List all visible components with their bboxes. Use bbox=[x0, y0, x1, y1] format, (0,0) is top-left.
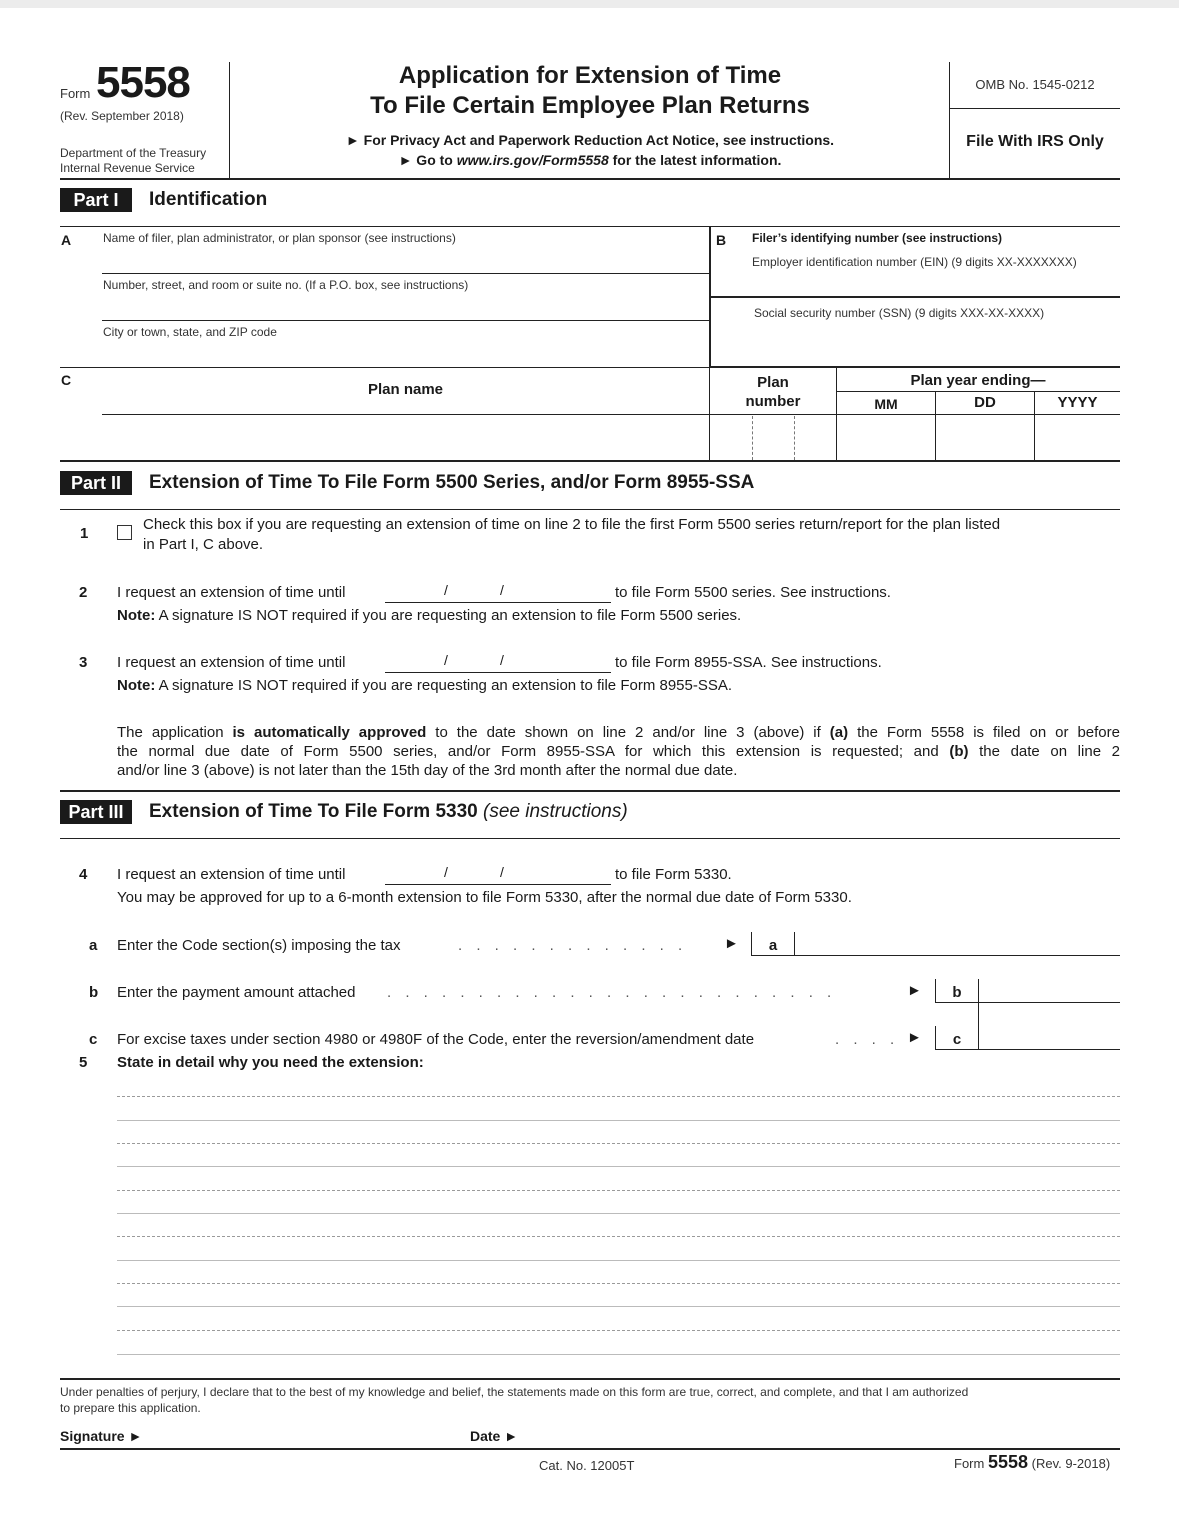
line1-text-a: Check this box if you are requesting an extension of time on line 2 to file the first Form 5500 series return/report for the plan listed bbox=[143, 516, 1001, 533]
line4-sub: You may be approved for up to a 6-month extension to file Form 5330, after the normal due date of Form 5330. bbox=[117, 889, 852, 906]
part2-bottom-rule bbox=[60, 790, 1120, 792]
mm-label: MM bbox=[874, 396, 898, 412]
payment-amount-field[interactable] bbox=[981, 979, 1117, 1001]
line5-text: State in detail why you need the extension: bbox=[117, 1054, 424, 1071]
line3-date-field[interactable] bbox=[385, 650, 611, 673]
part3-title-text: Extension of Time To File Form 5330 bbox=[149, 801, 478, 822]
reason-line bbox=[117, 1190, 1120, 1191]
auto-text-2: to the date shown on line 2 and/or line 3 (above) if bbox=[426, 724, 830, 741]
auto-text-3: the Form 5558 is filed on or before bbox=[848, 724, 1120, 741]
part2-title: Extension of Time To File Form 5500 Series, and/or Form 8955-SSA bbox=[149, 472, 755, 493]
plan-year-yyyy-field[interactable] bbox=[1036, 418, 1119, 458]
line4c-text: For excise taxes under section 4980 or 4980F of the Code, enter the reversion/amendment date bbox=[117, 1031, 755, 1048]
reason-line bbox=[117, 1120, 1120, 1121]
reason-line bbox=[117, 1143, 1120, 1144]
filer-name-label: Name of filer, plan administrator, or plan sponsor (see instructions) bbox=[103, 231, 456, 245]
ein-field[interactable] bbox=[752, 272, 1112, 294]
a-bottom-rule bbox=[60, 367, 710, 368]
plan-year-mm-field[interactable] bbox=[838, 418, 934, 458]
part1-top-rule bbox=[60, 226, 1120, 227]
catalog-number: Cat. No. 12005T bbox=[539, 1458, 635, 1473]
line4-after: to file Form 5330. bbox=[615, 866, 732, 883]
line3-after: to file Form 8955-SSA. See instructions. bbox=[615, 654, 882, 671]
footer-form-id bbox=[954, 1452, 1110, 1473]
street-rule bbox=[102, 320, 709, 321]
reason-line bbox=[117, 1260, 1120, 1261]
reason-line bbox=[117, 1354, 1120, 1355]
perjury-line2: to prepare this application. bbox=[60, 1401, 201, 1415]
line4-number: 4 bbox=[79, 866, 88, 883]
line4b-letter: b bbox=[89, 984, 99, 1001]
plan-number-label1: Plan bbox=[757, 374, 789, 391]
line3-note bbox=[117, 677, 732, 694]
line2-note bbox=[117, 607, 741, 624]
plan-number-label2: number bbox=[745, 393, 801, 410]
line4c-box-divider bbox=[978, 1002, 979, 1050]
goto-suffix: for the latest information. bbox=[608, 152, 782, 168]
line2-note-label: Note: bbox=[117, 607, 156, 624]
goto-notice bbox=[232, 152, 948, 168]
line2-slash1: / bbox=[444, 582, 448, 598]
line1-text-b: in Part I, C above. bbox=[143, 536, 264, 553]
department: Department of the Treasury bbox=[60, 146, 207, 160]
goto-url[interactable]: www.irs.gov/Form5558 bbox=[456, 152, 609, 168]
auto-bold-3: (b) bbox=[949, 743, 969, 760]
line4b-box-rule bbox=[935, 1002, 1120, 1003]
ein-label: Employer identification number (EIN) (9 digits XX-XXXXXXX) bbox=[752, 255, 1077, 269]
privacy-notice: ► For Privacy Act and Paperwork Reduction Act Notice, see instructions. bbox=[345, 132, 835, 148]
line3-text: I request an extension of time until bbox=[117, 654, 346, 671]
line2-text: I request an extension of time until bbox=[117, 584, 346, 601]
line4c-box-letter: c bbox=[952, 1031, 962, 1048]
street-label: Number, street, and room or suite no. (If a P.O. box, see instructions) bbox=[103, 278, 469, 292]
part3-bottom-rule bbox=[60, 1378, 1120, 1380]
header-divider-left bbox=[229, 62, 230, 178]
line4b-arrow: ► bbox=[907, 982, 922, 999]
b-bottom-rule bbox=[709, 366, 1120, 368]
c-header-rule bbox=[102, 414, 1120, 415]
line-a-letter: A bbox=[61, 232, 72, 248]
line-b-letter: B bbox=[716, 232, 727, 248]
line4b-box-letter: b bbox=[952, 984, 962, 1001]
line3-number: 3 bbox=[79, 654, 88, 671]
line3-slash2: / bbox=[500, 652, 504, 668]
part1-bottom-rule bbox=[60, 460, 1120, 462]
reason-line bbox=[117, 1213, 1120, 1214]
reason-line bbox=[117, 1096, 1120, 1097]
line4a-arrow: ► bbox=[724, 935, 739, 952]
line4a-box-divider bbox=[794, 932, 795, 956]
form-title-line2: To File Certain Employee Plan Returns bbox=[370, 92, 810, 119]
auto-text-4: the normal due date of Form 5500 series, and/or Form 8955-SSA for which this extension is requested; and bbox=[117, 743, 950, 760]
line4b-box-divider bbox=[978, 979, 979, 1003]
line2-date-field[interactable] bbox=[385, 580, 611, 603]
goto-prefix: ► Go to bbox=[398, 152, 457, 168]
plan-name-field[interactable] bbox=[104, 418, 706, 458]
line4b-text: Enter the payment amount attached bbox=[117, 984, 356, 1001]
header-bottom-rule bbox=[60, 178, 1120, 180]
part2-top-rule bbox=[60, 509, 1120, 510]
plan-year-rule bbox=[837, 391, 1120, 392]
line2-number: 2 bbox=[79, 584, 88, 601]
line4a-box-rule bbox=[751, 955, 1120, 956]
form-title-line1: Application for Extension of Time bbox=[398, 62, 782, 89]
reason-line bbox=[117, 1236, 1120, 1237]
signature-label: Signature ► bbox=[60, 1428, 143, 1444]
auto-text-1: The application bbox=[117, 724, 233, 741]
omb-divider bbox=[950, 108, 1120, 109]
name-rule bbox=[102, 273, 709, 274]
ssn-label: Social security number (SSN) (9 digits XXX-XX-XXXX) bbox=[754, 306, 1045, 320]
yyyy-label: YYYY bbox=[1057, 394, 1098, 411]
line2-slash2: / bbox=[500, 582, 504, 598]
footer-form-word: Form bbox=[954, 1456, 985, 1471]
city-field[interactable] bbox=[103, 344, 703, 366]
ein-rule bbox=[710, 296, 1120, 298]
reason-line bbox=[117, 1283, 1120, 1284]
auto-bold-1: is automatically approved bbox=[232, 724, 427, 741]
line4c-letter: c bbox=[89, 1031, 98, 1048]
reason-line bbox=[117, 1166, 1120, 1167]
signature-field[interactable] bbox=[152, 1424, 452, 1446]
service: Internal Revenue Service bbox=[60, 161, 195, 175]
form-number: 5558 bbox=[96, 58, 190, 107]
part1-title: Identification bbox=[149, 189, 268, 210]
line3-note-label: Note: bbox=[117, 677, 156, 694]
footer-form-number: 5558 bbox=[987, 1452, 1029, 1472]
plan-number-field[interactable] bbox=[711, 418, 835, 458]
auto-bold-2: (a) bbox=[829, 724, 849, 741]
b-title: Filer’s identifying number (see instructions) bbox=[752, 231, 1003, 245]
date-label: Date ► bbox=[470, 1428, 519, 1444]
plan-year-label: Plan year ending— bbox=[910, 372, 1046, 389]
line5-number: 5 bbox=[79, 1054, 88, 1071]
part1-tag: Part I bbox=[60, 188, 132, 212]
first-return-checkbox[interactable] bbox=[117, 525, 132, 540]
header-divider-right bbox=[949, 62, 950, 178]
line4a-dots: . . . . . . . . . . . . . bbox=[458, 937, 688, 954]
perjury-line1: Under penalties of perjury, I declare that to the best of my knowledge and belief, the statements made on this form are true, correct, and complete, and that I am authorized bbox=[60, 1385, 969, 1399]
signature-date-field[interactable] bbox=[525, 1424, 825, 1446]
top-band bbox=[0, 0, 1179, 8]
auto-approval-line2 bbox=[117, 743, 1120, 760]
line4-text: I request an extension of time until bbox=[117, 866, 346, 883]
part3-title-italic: (see instructions) bbox=[483, 801, 628, 822]
line1-number: 1 bbox=[80, 525, 89, 542]
line3-note-text: A signature IS NOT required if you are requesting an extension to file Form 8955-SSA. bbox=[155, 677, 733, 694]
city-label: City or town, state, and ZIP code bbox=[103, 325, 277, 339]
filer-name-field[interactable] bbox=[103, 250, 703, 272]
part3-top-rule bbox=[60, 838, 1120, 839]
line4c-arrow: ► bbox=[907, 1029, 922, 1046]
line-c-letter: C bbox=[61, 372, 72, 388]
code-section-field[interactable] bbox=[797, 932, 1117, 954]
file-with-irs: File With IRS Only bbox=[966, 133, 1104, 150]
line2-note-text: A signature IS NOT required if you are requesting an extension to file Form 5500 series. bbox=[155, 607, 742, 624]
extension-reason-field[interactable] bbox=[117, 1080, 1120, 1358]
line4c-box-rule bbox=[935, 1049, 1120, 1050]
reason-line bbox=[117, 1306, 1120, 1307]
line4-date-field[interactable] bbox=[385, 862, 611, 885]
part2-tag: Part II bbox=[60, 471, 132, 495]
omb-number: OMB No. 1545-0212 bbox=[975, 77, 1095, 92]
part3-tag: Part III bbox=[60, 800, 132, 824]
form-word: Form bbox=[60, 86, 91, 101]
part3-title bbox=[149, 801, 628, 823]
reason-line bbox=[117, 1330, 1120, 1331]
street-field[interactable] bbox=[103, 297, 703, 319]
footer-rev: (Rev. 9-2018) bbox=[1031, 1456, 1111, 1471]
line4a-text: Enter the Code section(s) imposing the tax bbox=[117, 937, 401, 954]
plan-year-dd-field[interactable] bbox=[937, 418, 1033, 458]
line4c-dots: . . . . bbox=[835, 1031, 900, 1048]
line3-slash1: / bbox=[444, 652, 448, 668]
footer-rule bbox=[60, 1448, 1120, 1450]
auto-text-5: the date on line 2 bbox=[968, 743, 1120, 760]
auto-approval-line3: and/or line 3 (above) is not later than the 15th day of the 3rd month after the normal due date. bbox=[117, 762, 738, 779]
ssn-field[interactable] bbox=[754, 324, 1114, 360]
line4-slash1: / bbox=[444, 864, 448, 880]
line2-after: to file Form 5500 series. See instructions. bbox=[615, 584, 891, 601]
plan-name-label: Plan name bbox=[367, 381, 444, 398]
dd-label: DD bbox=[974, 394, 996, 411]
reversion-date-field[interactable] bbox=[981, 1026, 1117, 1048]
auto-approval-line1 bbox=[117, 724, 1120, 741]
line4a-letter: a bbox=[89, 937, 98, 954]
form-revision: (Rev. September 2018) bbox=[60, 109, 184, 123]
line4a-box-letter: a bbox=[768, 937, 778, 954]
line4b-dots: . . . . . . . . . . . . . . . . . . . . . . . . . bbox=[387, 984, 837, 1001]
line4-slash2: / bbox=[500, 864, 504, 880]
